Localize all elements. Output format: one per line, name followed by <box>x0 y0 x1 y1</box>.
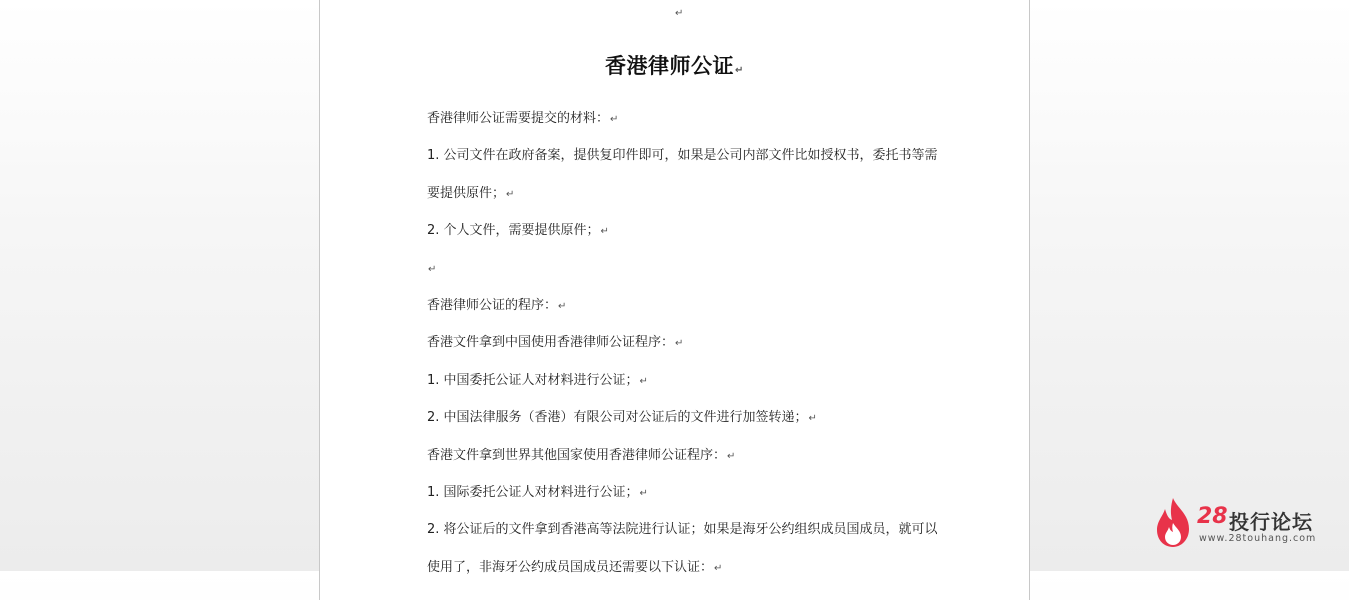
paragraph-mark: ↵ <box>600 226 609 238</box>
document-title[interactable] <box>320 50 1029 80</box>
paragraph-mark: ↵ <box>675 8 684 19</box>
paragraph-mark: ↵ <box>808 413 817 425</box>
text-line[interactable]: 2. 中国法律服务（香港）有限公司对公证后的文件进行加签转递；↵ <box>427 410 817 426</box>
text-line[interactable]: 使用了，非海牙公约成员国成员还需要以下认证：↵ <box>427 559 723 575</box>
paragraph-mark: ↵ <box>639 487 648 499</box>
text-line[interactable]: 香港律师公证的程序：↵ <box>427 297 567 313</box>
paragraph-mark: ↵ <box>506 188 515 200</box>
watermark-logo <box>1153 496 1328 548</box>
paragraph-mark: ↵ <box>675 338 684 350</box>
paragraph-mark: ↵ <box>558 300 567 312</box>
text-line[interactable]: 香港文件拿到世界其他国家使用香港律师公证程序：↵ <box>427 447 736 463</box>
document-body[interactable] <box>427 107 938 593</box>
watermark-number: 28 <box>1197 504 1228 529</box>
paragraph-mark: ↵ <box>428 263 437 275</box>
document-page[interactable] <box>319 0 1030 600</box>
empty-line[interactable] <box>427 257 927 294</box>
text-line[interactable]: 1. 国际委托公证人对材料进行公证；↵ <box>427 484 648 500</box>
flame-icon <box>1153 496 1193 548</box>
paragraph-mark: ↵ <box>735 65 744 76</box>
watermark-url: www.28touhang.com <box>1199 533 1317 544</box>
text-line[interactable]: 2. 将公证后的文件拿到香港高等法院进行认证；如果是海牙公约组织成员国成员，就可以 <box>427 522 938 538</box>
text-line[interactable]: 1. 中国委托公证人对材料进行公证；↵ <box>427 372 648 388</box>
paragraph-mark: ↵ <box>610 114 619 125</box>
paragraph-mark: ↵ <box>714 562 723 574</box>
text-line[interactable]: 2. 个人文件，需要提供原件；↵ <box>427 223 609 239</box>
title-text: 香港律师公证 <box>605 54 735 78</box>
paragraph-mark: ↵ <box>639 375 648 387</box>
text-line[interactable]: 香港律师公证需要提交的材料：↵ <box>427 111 619 126</box>
text-line[interactable]: 香港文件拿到中国使用香港律师公证程序：↵ <box>427 335 684 351</box>
text-line[interactable]: 1. 公司文件在政府备案，提供复印件即可，如果是公司内部文件比如授权书，委托书等需 <box>427 148 938 164</box>
text-line[interactable]: 要提供原件；↵ <box>427 185 515 201</box>
watermark-name: 投行论坛 <box>1229 510 1313 534</box>
paragraph-mark: ↵ <box>727 450 736 462</box>
